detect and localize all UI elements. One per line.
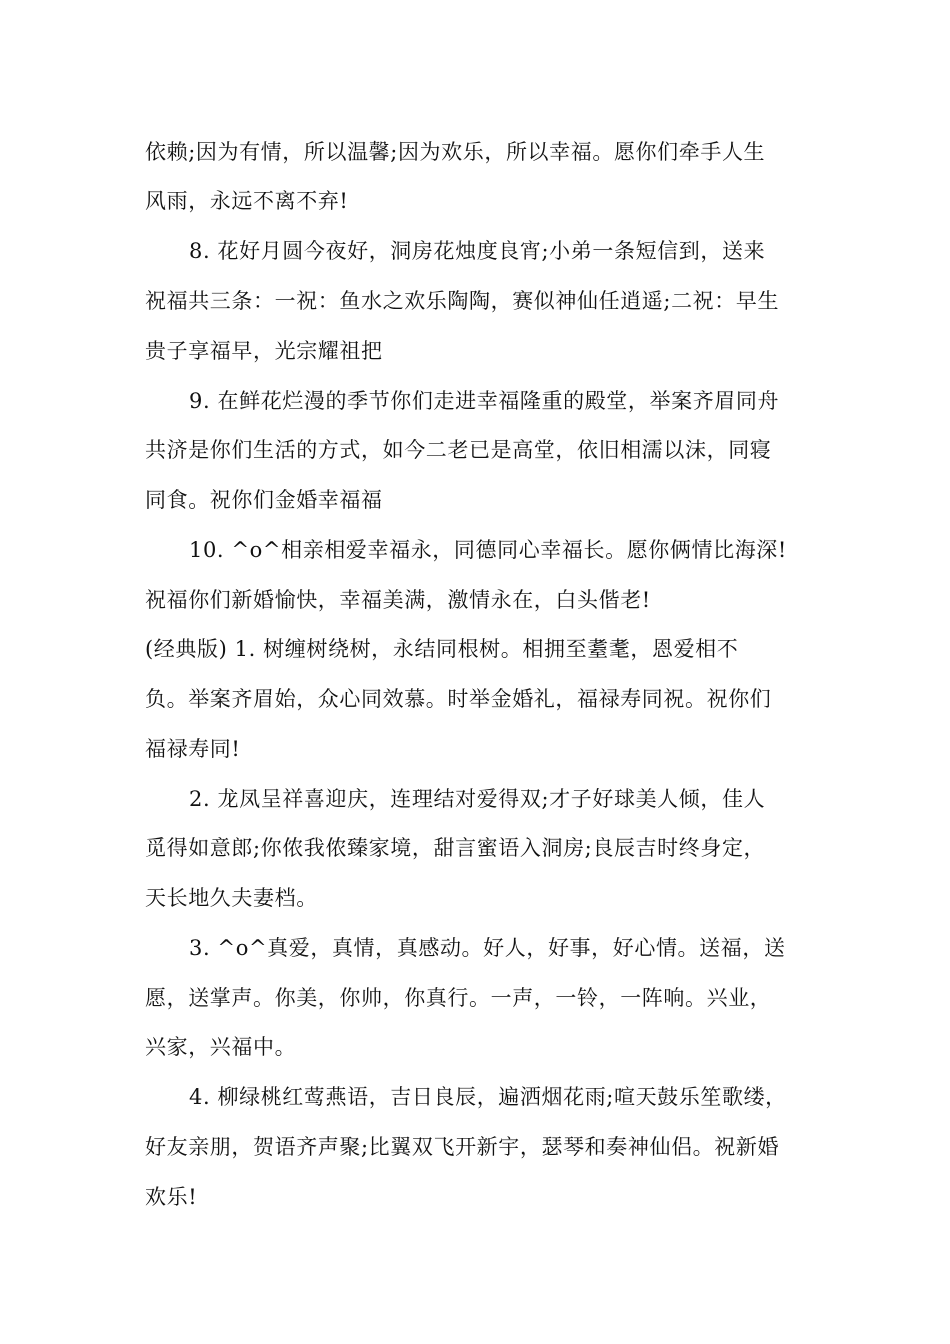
paragraph-line: 9. 在鲜花烂漫的季节你们走进幸福隆重的殿堂，举案齐眉同舟 (189, 389, 780, 413)
paragraph-line: 负。举案齐眉始，众心同效慕。时举金婚礼，福禄寿同祝。祝你们 (145, 687, 772, 711)
paragraph-line: 贵子享福早，光宗耀祖把 (145, 339, 383, 363)
paragraph-line: 同食。祝你们金婚幸福福 (145, 488, 383, 512)
paragraph-line: 10. ^o^相亲相爱幸福永，同德同心幸福长。愿你俩情比海深! (189, 538, 787, 562)
paragraph-line: 兴家，兴福中。 (145, 1035, 297, 1059)
paragraph-line: 福禄寿同! (145, 737, 241, 761)
paragraph-line: 愿，送掌声。你美，你帅，你真行。一声，一铃，一阵响。兴业， (145, 986, 772, 1010)
paragraph-line: 天长地久夫妻档。 (145, 886, 318, 910)
paragraph-line: 好友亲朋，贺语齐声聚;比翼双飞开新宇，瑟琴和奏神仙侣。祝新婚 (145, 1135, 780, 1159)
paragraph-line: 祝福你们新婚愉快，幸福美满，激情永在，白头偕老! (145, 588, 651, 612)
paragraph-line: 依赖;因为有情，所以温馨;因为欢乐，所以幸福。愿你们牵手人生 (145, 140, 766, 164)
paragraph-line: 8. 花好月圆今夜好，洞房花烛度良宵;小弟一条短信到，送来 (189, 239, 766, 263)
paragraph-line: 风雨，永远不离不弃! (145, 189, 349, 213)
paragraph-line: 欢乐! (145, 1185, 198, 1209)
paragraph-line: 4. 柳绿桃红莺燕语，吉日良辰，遍洒烟花雨;喧天鼓乐笙歌缕， (189, 1085, 787, 1109)
paragraph-line: 3. ^o^真爱，真情，真感动。好人，好事，好心情。送福，送 (189, 936, 786, 960)
paragraph-line: 2. 龙凤呈祥喜迎庆，连理结对爱得双;才子好球美人倾，佳人 (189, 787, 766, 811)
paragraph-line: (经典版) 1. 树缠树绕树，永结同根树。相拥至耋耄，恩爱相不 (145, 637, 739, 661)
paragraph-line: 觅得如意郎;你侬我侬臻家境，甜言蜜语入洞房;良辰吉时终身定， (145, 836, 766, 860)
paragraph-line: 祝福共三条：一祝：鱼水之欢乐陶陶，赛似神仙任逍遥;二祝：早生 (145, 289, 780, 313)
paragraph-line: 共济是你们生活的方式，如今二老已是高堂，依旧相濡以沫，同寝 (145, 438, 772, 462)
